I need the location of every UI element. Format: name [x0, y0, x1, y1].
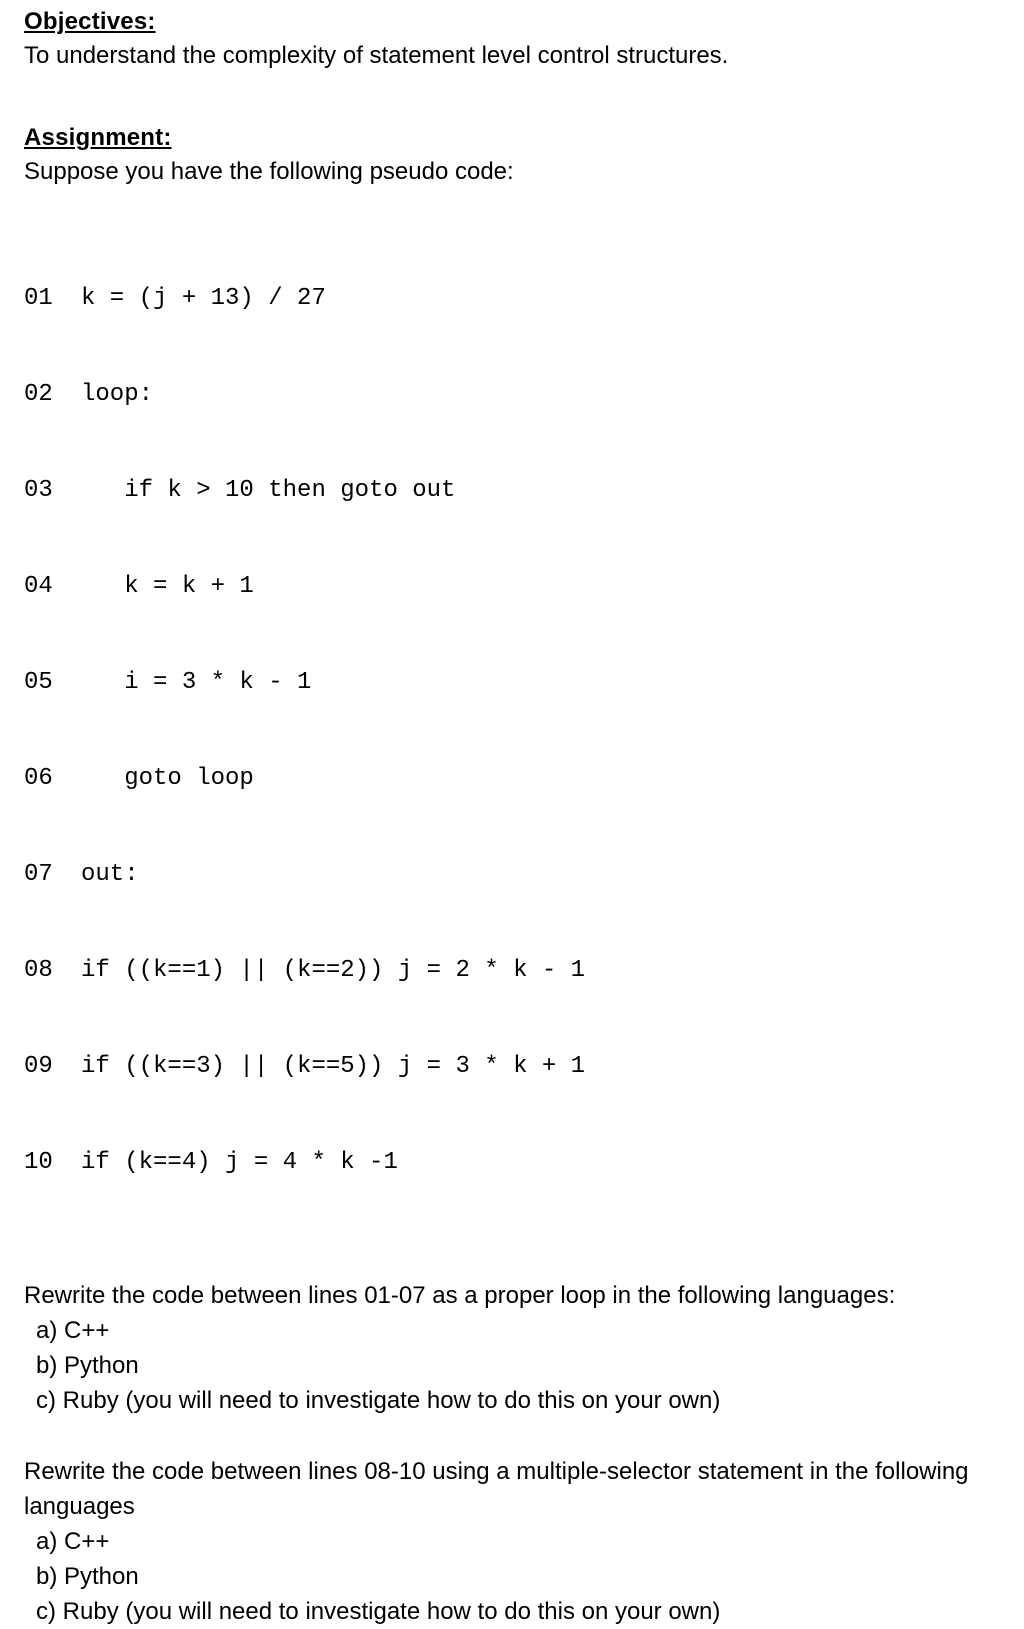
- code-line: [24, 571, 1014, 603]
- pseudo-code-block: [24, 219, 1014, 1243]
- line-number: 10: [24, 1149, 53, 1176]
- assignment-intro: Suppose you have the following pseudo code:: [24, 158, 514, 185]
- list-item: a) C++: [36, 1317, 110, 1344]
- code-text: if ((k==1) || (k==2)) j = 2 * k - 1: [81, 957, 586, 984]
- line-number: 07: [24, 861, 53, 888]
- code-text: out:: [81, 861, 139, 888]
- list-item: c) Ruby (you will need to investigate how to do this on your own): [36, 1598, 721, 1625]
- code-line: [24, 859, 1014, 891]
- assignment-heading: Assignment:: [24, 124, 172, 151]
- code-line: [24, 283, 1014, 315]
- line-number: 09: [24, 1053, 53, 1080]
- objectives-text: To understand the complexity of statement level control structures.: [24, 42, 729, 69]
- task2-text: Rewrite the code between lines 08-10 using a multiple-selector statement in the following languages: [24, 1458, 969, 1520]
- document-page: [24, 6, 1014, 1629]
- line-number: 03: [24, 477, 53, 504]
- objectives-heading: Objectives:: [24, 8, 156, 35]
- line-number: 01: [24, 285, 53, 312]
- line-number: 04: [24, 573, 53, 600]
- code-text: i = 3 * k - 1: [81, 669, 312, 696]
- code-line: [24, 379, 1014, 411]
- code-text: k = k + 1: [81, 573, 254, 600]
- list-item: c) Ruby (you will need to investigate how to do this on your own): [36, 1387, 721, 1414]
- line-number: 02: [24, 381, 53, 408]
- task1-list: [24, 1313, 1014, 1418]
- task2-list: [24, 1524, 1014, 1629]
- task1-text: Rewrite the code between lines 01-07 as a proper loop in the following languages:: [24, 1282, 896, 1309]
- code-text: k = (j + 13) / 27: [81, 285, 326, 312]
- code-text: if k > 10 then goto out: [81, 477, 456, 504]
- code-line: [24, 955, 1014, 987]
- code-text: goto loop: [81, 765, 254, 792]
- code-text: if ((k==3) || (k==5)) j = 3 * k + 1: [81, 1053, 586, 1080]
- code-line: [24, 1147, 1014, 1179]
- code-text: loop:: [81, 381, 154, 408]
- list-item: b) Python: [36, 1352, 139, 1379]
- line-number: 05: [24, 669, 53, 696]
- code-line: [24, 1051, 1014, 1083]
- list-item: a) C++: [36, 1528, 110, 1555]
- line-number: 08: [24, 957, 53, 984]
- line-number: 06: [24, 765, 53, 792]
- code-line: [24, 667, 1014, 699]
- list-item: b) Python: [36, 1563, 139, 1590]
- code-text: if (k==4) j = 4 * k -1: [81, 1149, 398, 1176]
- code-line: [24, 475, 1014, 507]
- code-line: [24, 763, 1014, 795]
